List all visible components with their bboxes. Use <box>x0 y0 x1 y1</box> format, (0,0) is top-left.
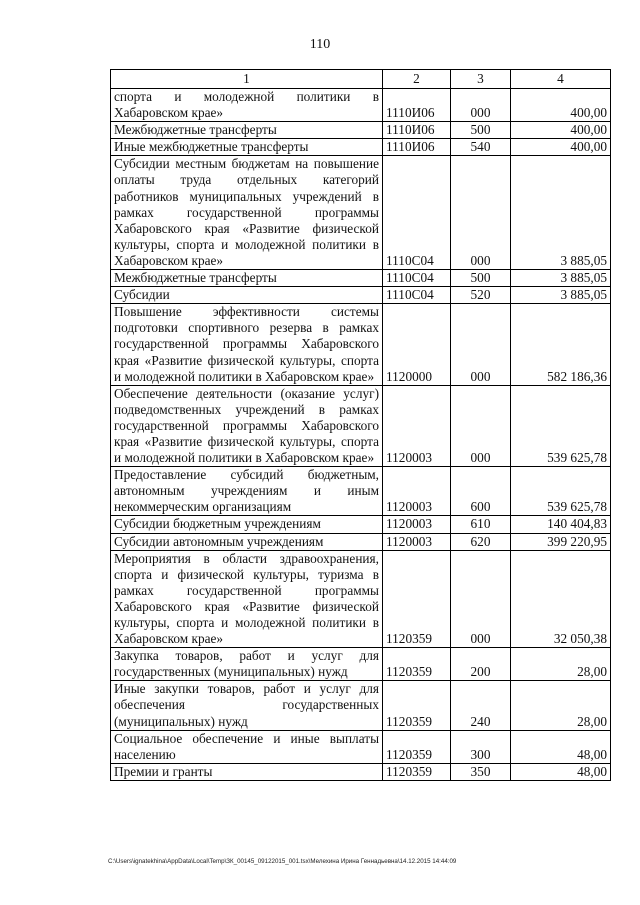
row-code-cell: 1120359 <box>383 730 451 763</box>
row-vr-cell: 000 <box>451 89 511 122</box>
row-sum-cell: 3 885,05 <box>511 287 611 304</box>
row-vr-cell: 200 <box>451 648 511 681</box>
table-row <box>111 516 611 533</box>
row-code-cell: 1120000 <box>383 304 451 385</box>
row-sum-cell: 28,00 <box>511 681 611 730</box>
row-sum-cell: 400,00 <box>511 89 611 122</box>
budget-table <box>110 69 611 781</box>
row-name-cell: Мероприятия в области здравоохранения, спорта и физической культуры, туризма в рамках государственной программы Хабаровского края «Развитие физической культуры, спорта и молодежной политики в Хабаровском крае» <box>111 550 383 648</box>
row-code-cell: 1120359 <box>383 550 451 648</box>
column-header-sum: 4 <box>511 70 611 89</box>
row-name-cell: Иные межбюджетные трансферты <box>111 139 383 156</box>
row-code-cell: 1120003 <box>383 385 451 466</box>
row-sum-cell: 140 404,83 <box>511 516 611 533</box>
row-code-cell: 1110С04 <box>383 287 451 304</box>
row-sum-cell: 539 625,78 <box>511 385 611 466</box>
row-vr-cell: 540 <box>451 139 511 156</box>
table-row <box>111 304 611 385</box>
row-code-cell: 1120359 <box>383 763 451 780</box>
table-row <box>111 89 611 122</box>
row-code-cell: 1110И06 <box>383 122 451 139</box>
row-sum-cell: 539 625,78 <box>511 467 611 516</box>
row-vr-cell: 500 <box>451 270 511 287</box>
table-row <box>111 122 611 139</box>
row-sum-cell: 582 186,36 <box>511 304 611 385</box>
column-header-vr: 3 <box>451 70 511 89</box>
row-name-cell: Субсидии местным бюджетам на повышение оплаты труда отдельных категорий работников муниципальных учреждений в рамках государственной программы Хабаровского края «Развитие физической культуры, спорта и молодежной политики в Хабаровском крае» <box>111 156 383 270</box>
row-vr-cell: 000 <box>451 156 511 270</box>
row-name-cell: Премии и гранты <box>111 763 383 780</box>
row-sum-cell: 3 885,05 <box>511 156 611 270</box>
row-vr-cell: 000 <box>451 385 511 466</box>
table-row <box>111 467 611 516</box>
table-row <box>111 270 611 287</box>
row-code-cell: 1120003 <box>383 533 451 550</box>
table-row <box>111 533 611 550</box>
row-code-cell: 1120359 <box>383 681 451 730</box>
row-sum-cell: 28,00 <box>511 648 611 681</box>
table-header-row <box>111 70 611 89</box>
row-vr-cell: 610 <box>451 516 511 533</box>
row-name-cell: спорта и молодежной политики в Хабаровском крае» <box>111 89 383 122</box>
row-sum-cell: 48,00 <box>511 730 611 763</box>
row-vr-cell: 600 <box>451 467 511 516</box>
row-sum-cell: 32 050,38 <box>511 550 611 648</box>
column-header-name: 1 <box>111 70 383 89</box>
row-name-cell: Предоставление субсидий бюджетным, автономным учреждениям и иным некоммерческим организациям <box>111 467 383 516</box>
row-name-cell: Закупка товаров, работ и услуг для государственных (муниципальных) нужд <box>111 648 383 681</box>
row-sum-cell: 400,00 <box>511 139 611 156</box>
row-vr-cell: 620 <box>451 533 511 550</box>
row-vr-cell: 500 <box>451 122 511 139</box>
table-row <box>111 730 611 763</box>
page-number: 110 <box>309 37 331 52</box>
row-sum-cell: 3 885,05 <box>511 270 611 287</box>
row-vr-cell: 350 <box>451 763 511 780</box>
row-sum-cell: 399 220,95 <box>511 533 611 550</box>
row-name-cell: Субсидии бюджетным учреждениям <box>111 516 383 533</box>
row-sum-cell: 48,00 <box>511 763 611 780</box>
table-row <box>111 139 611 156</box>
row-name-cell: Субсидии автономным учреждениям <box>111 533 383 550</box>
table-row <box>111 648 611 681</box>
table-row <box>111 550 611 648</box>
row-vr-cell: 000 <box>451 550 511 648</box>
row-name-cell: Межбюджетные трансферты <box>111 122 383 139</box>
row-sum-cell: 400,00 <box>511 122 611 139</box>
row-name-cell: Иные закупки товаров, работ и услуг для обеспечения государственных (муниципальных) нужд <box>111 681 383 730</box>
row-name-cell: Субсидии <box>111 287 383 304</box>
row-name-cell: Повышение эффективности системы подготовки спортивного резерва в рамках государственной программы Хабаровского края «Развитие физической культуры, спорта и молодежной политики в Хабаровском крае» <box>111 304 383 385</box>
row-vr-cell: 240 <box>451 681 511 730</box>
row-code-cell: 1120359 <box>383 648 451 681</box>
table-row <box>111 156 611 270</box>
table-row <box>111 287 611 304</box>
row-vr-cell: 000 <box>451 304 511 385</box>
row-code-cell: 1110И06 <box>383 139 451 156</box>
table-row <box>111 681 611 730</box>
row-name-cell: Социальное обеспечение и иные выплаты населению <box>111 730 383 763</box>
row-vr-cell: 300 <box>451 730 511 763</box>
row-code-cell: 1120003 <box>383 516 451 533</box>
row-code-cell: 1120003 <box>383 467 451 516</box>
row-code-cell: 1110И06 <box>383 89 451 122</box>
row-code-cell: 1110С04 <box>383 270 451 287</box>
column-header-code: 2 <box>383 70 451 89</box>
file-path-footer: C:\Users\ignatekhina\AppData\Local\Temp\ЗК_00145_09122015_001.tsx\Мелехина Ирина Геннадьевна\14.12.2015 14:44:09 <box>108 858 457 865</box>
row-name-cell: Межбюджетные трансферты <box>111 270 383 287</box>
table-row <box>111 385 611 466</box>
row-code-cell: 1110С04 <box>383 156 451 270</box>
table-row <box>111 763 611 780</box>
row-name-cell: Обеспечение деятельности (оказание услуг) подведомственных учреждений в рамках государственной программы Хабаровского края «Развитие физической культуры, спорта и молодежной политики в Хабаровском крае» <box>111 385 383 466</box>
row-vr-cell: 520 <box>451 287 511 304</box>
